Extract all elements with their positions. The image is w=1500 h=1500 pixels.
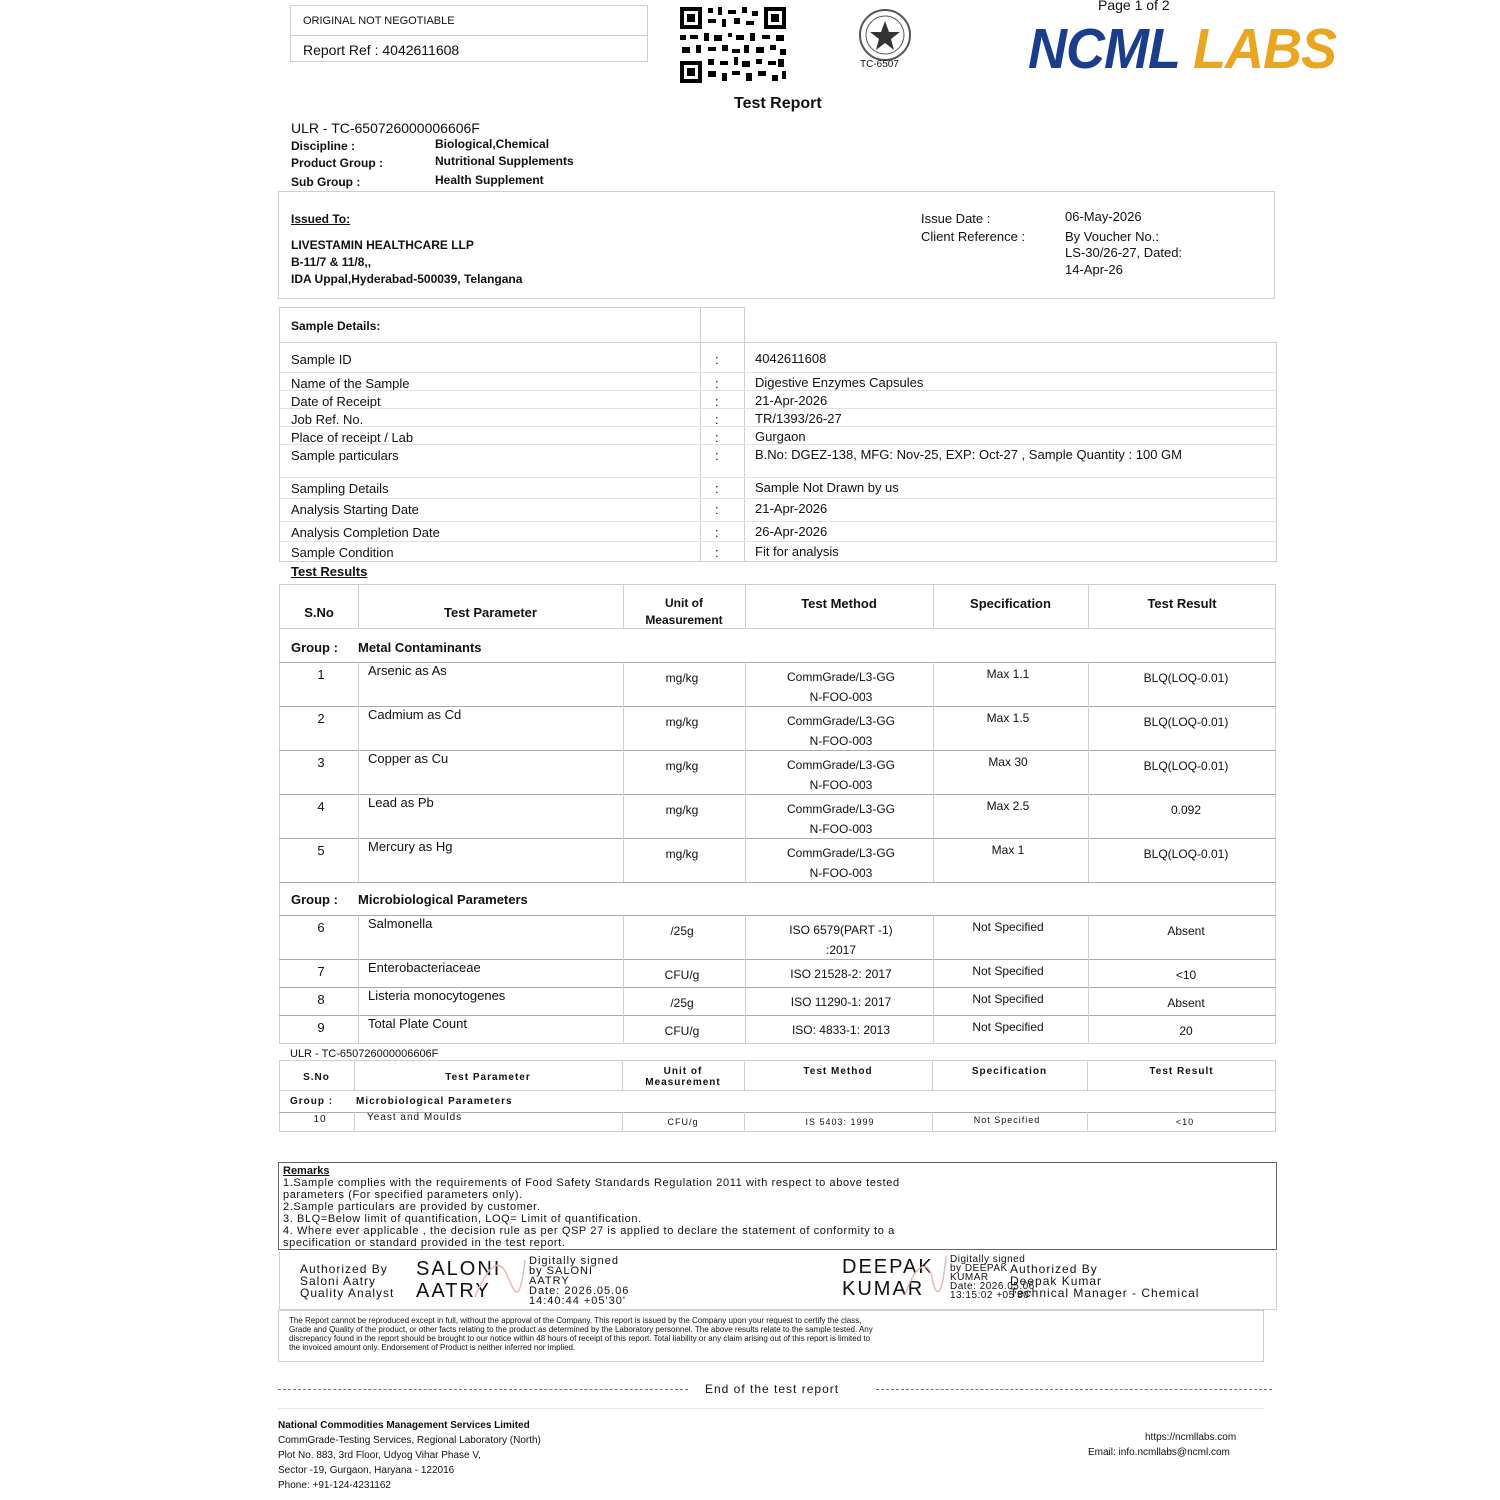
client-name: LIVESTAMIN HEALTHCARE LLP — [291, 238, 474, 252]
page-number: Page 1 of 2 — [1098, 0, 1170, 13]
cont-col-test-parameter: Test Parameter — [445, 1072, 531, 1083]
product-group-value: Nutritional Supplements — [435, 154, 574, 168]
group-metal-contaminants: Metal Contaminants — [358, 640, 482, 655]
disclaimer-line-3: discrepancy found in the report should be brought to our notice within 48 hours of receipt of this report. Total liability or any claim arising out of this report is limited to — [289, 1334, 871, 1343]
sample-row-value: 21-Apr-2026 — [755, 393, 828, 408]
result-row-unit: CFU/g — [664, 968, 700, 982]
result-row-unit: /25g — [670, 924, 694, 938]
result-row-specification: Not Specified — [972, 1020, 1044, 1034]
test-results-heading: Test Results — [291, 564, 368, 579]
cont-row-unit: CFU/g — [667, 1117, 699, 1127]
result-row-specification: Not Specified — [972, 920, 1044, 934]
group-label-2: Group : — [291, 892, 338, 907]
left-signature-last: AATRY — [416, 1280, 491, 1302]
client-reference-line2: LS-30/26-27, Dated: — [1065, 245, 1183, 260]
result-row-result: 20 — [1179, 1024, 1193, 1038]
result-row-sno: 5 — [317, 843, 325, 858]
result-row-unit: mg/kg — [665, 671, 699, 685]
left-signer-name: Saloni Aatry — [300, 1274, 377, 1288]
result-row-parameter: Salmonella — [368, 916, 433, 931]
disclaimer-line-2: Grade and Quality of the product, or other facts relating to the product as determined by the Laboratory personnel. The above results relate to the sample tested. Any — [289, 1325, 873, 1334]
result-row-unit: mg/kg — [665, 715, 699, 729]
sample-row-value: Sample Not Drawn by us — [755, 480, 899, 495]
remark-line-3: 2.Sample particulars are provided by customer. — [283, 1201, 541, 1213]
result-row-sno: 7 — [317, 964, 325, 979]
sample-row-label: Sample ID — [291, 352, 352, 367]
cont-col-sno: S.No — [303, 1072, 330, 1083]
result-row-sno: 8 — [317, 992, 325, 1007]
result-row-unit: mg/kg — [665, 759, 699, 773]
cont-row-result: <10 — [1175, 1117, 1195, 1127]
sample-row-separator: : — [715, 352, 719, 367]
right-signer-role: Technical Manager - Chemical — [1010, 1286, 1200, 1300]
sample-row-value: 26-Apr-2026 — [755, 524, 828, 539]
sample-row-value: TR/1393/26-27 — [755, 411, 842, 426]
sample-row-label: Sample particulars — [291, 448, 399, 463]
col-test-parameter: Test Parameter — [444, 605, 537, 620]
result-row-parameter: Arsenic as As — [368, 663, 447, 678]
right-signature-last: KUMAR — [842, 1278, 925, 1300]
right-signature-scribble-icon — [900, 1250, 950, 1304]
right-digital-signature-block: Digitally signed by DEEPAK KUMAR Date: 2026.05.06 13:15:02 +05'30' — [950, 1254, 1035, 1301]
result-row-method-line1: CommGrade/L3-GG — [786, 758, 896, 772]
sample-row-value: Digestive Enzymes Capsules — [755, 375, 924, 390]
sample-row-value: B.No: DGEZ-138, MFG: Nov-25, EXP: Oct-27 , Sample Quantity : 100 GM — [755, 447, 1182, 462]
result-row-method-line1: CommGrade/L3-GG — [786, 714, 896, 728]
remarks-heading: Remarks — [283, 1165, 330, 1177]
qr-code-icon — [678, 5, 788, 85]
result-row-specification: Max 1.1 — [986, 667, 1030, 681]
result-row-result: BLQ(LOQ-0.01) — [1143, 671, 1229, 685]
result-row-method-line2: N-FOO-003 — [809, 866, 873, 880]
remark-line-5: 4. Where ever applicable , the decision rule as per QSP 27 is applied to declare the statement of conformity to a — [283, 1225, 895, 1237]
result-row-method-line2: :2017 — [825, 943, 857, 957]
result-row-specification: Max 30 — [988, 755, 1028, 769]
discipline-label: Discipline : — [291, 139, 356, 153]
sample-row-separator: : — [715, 412, 719, 427]
sample-row-label: Analysis Completion Date — [291, 525, 440, 540]
result-row-specification: Max 1.5 — [986, 711, 1030, 725]
result-row-method-line2: N-FOO-003 — [809, 778, 873, 792]
sample-row-separator: : — [715, 545, 719, 560]
result-row-parameter: Mercury as Hg — [368, 839, 453, 854]
result-row-method-line1: CommGrade/L3-GG — [786, 802, 896, 816]
end-dash-left — [278, 1389, 688, 1390]
result-row-result: 0.092 — [1170, 803, 1202, 817]
cont-col-unit-line1: Unit of — [663, 1066, 703, 1077]
result-row-unit: mg/kg — [665, 847, 699, 861]
remark-line-6: specification or standard provided in the test report. — [283, 1237, 566, 1249]
client-reference-line3: 14-Apr-26 — [1065, 262, 1123, 277]
disclaimer-box — [278, 1310, 1264, 1362]
sample-row-value: Fit for analysis — [755, 544, 839, 559]
left-signature-first: SALONI — [416, 1258, 502, 1280]
group-label-1: Group : — [291, 640, 338, 655]
sample-row-separator: : — [715, 430, 719, 445]
sample-row-label: Date of Receipt — [291, 394, 381, 409]
result-row-unit: CFU/g — [664, 1024, 700, 1038]
right-authorized-by: Authorized By — [1010, 1262, 1098, 1276]
remarks-box — [278, 1162, 1277, 1250]
sample-row-separator: : — [715, 525, 719, 540]
result-row-method-line1: CommGrade/L3-GG — [786, 670, 896, 684]
client-address-line2: IDA Uppal,Hyderabad-500039, Telangana — [291, 272, 523, 286]
sample-row-separator: : — [715, 481, 719, 496]
right-signature-first: DEEPAK — [842, 1256, 934, 1278]
sample-details-heading: Sample Details: — [291, 319, 381, 333]
col-test-result: Test Result — [1147, 596, 1217, 611]
client-address-line1: B-11/7 & 11/8,, — [291, 255, 372, 269]
ulr-number: ULR - TC-650726000006606F — [291, 120, 480, 136]
result-row-parameter: Cadmium as Cd — [368, 707, 462, 722]
footer-address — [278, 1418, 541, 1493]
result-row-method-line1: ISO 6579(PART -1) — [789, 923, 893, 937]
ncml-labs-logo: NCML LABS — [1028, 17, 1337, 81]
result-row-method-line2: N-FOO-003 — [809, 734, 873, 748]
sub-group-label: Sub Group : — [291, 175, 361, 189]
sample-row-label: Sampling Details — [291, 481, 389, 496]
result-row-result: BLQ(LOQ-0.01) — [1143, 715, 1229, 729]
result-row-sno: 6 — [317, 920, 325, 935]
right-signer-name: Deepak Kumar — [1010, 1274, 1103, 1288]
cont-row-spec: Not Specified — [973, 1115, 1041, 1125]
sample-row-value: 4042611608 — [755, 351, 827, 366]
remark-line-2: parameters (For specified parameters only). — [283, 1189, 523, 1201]
issued-to-heading: Issued To: — [291, 212, 351, 226]
result-row-unit: /25g — [670, 996, 694, 1010]
result-row-method-line2: N-FOO-003 — [809, 690, 873, 704]
result-row-method-line2: N-FOO-003 — [809, 822, 873, 836]
result-row-unit: mg/kg — [665, 803, 699, 817]
col-sno: S.No — [304, 605, 334, 620]
sample-row-value: Gurgaon — [755, 429, 806, 444]
page-title: Test Report — [734, 95, 822, 112]
cont-row-sno: 10 — [313, 1114, 327, 1125]
col-specification: Specification — [970, 596, 1051, 611]
result-row-sno: 9 — [317, 1020, 325, 1035]
client-reference-line1: By Voucher No.: — [1065, 229, 1159, 244]
cont-col-test-result: Test Result — [1149, 1066, 1214, 1077]
result-row-sno: 4 — [317, 799, 325, 814]
sample-row-separator: : — [715, 448, 719, 463]
sample-row-value: 21-Apr-2026 — [755, 501, 828, 516]
cont-col-test-method: Test Method — [803, 1066, 873, 1077]
sample-row-label: Place of receipt / Lab — [291, 430, 414, 445]
issue-date-label: Issue Date : — [921, 211, 991, 226]
footer-company: National Commodities Management Services Limited — [278, 1420, 530, 1431]
result-row-specification: Max 2.5 — [986, 799, 1030, 813]
cont-group-microbiological: Microbiological Parameters — [356, 1096, 513, 1107]
result-row-sno: 1 — [317, 667, 325, 682]
group-microbiological: Microbiological Parameters — [358, 892, 528, 907]
result-row-result: BLQ(LOQ-0.01) — [1143, 847, 1229, 861]
result-row-result: Absent — [1167, 996, 1205, 1010]
sample-row-separator: : — [715, 502, 719, 517]
sample-row-separator: : — [715, 394, 719, 409]
left-digital-signature-block: Digitally signed by SALONI AATRY Date: 2026.05.06 14:40:44 +05'30' — [529, 1255, 630, 1307]
left-authorized-by: Authorized By — [300, 1262, 388, 1276]
end-of-report-text: End of the test report — [705, 1382, 840, 1396]
result-row-method-line1: ISO 21528-2: 2017 — [790, 967, 892, 981]
cont-row-param: Yeast and Moulds — [367, 1112, 463, 1123]
result-row-method-line1: CommGrade/L3-GG — [786, 846, 896, 860]
left-signer-role: Quality Analyst — [300, 1286, 395, 1300]
discipline-value: Biological,Chemical — [435, 137, 550, 151]
footer-line-1: CommGrade-Testing Services, Regional Laboratory (North) — [278, 1435, 541, 1446]
sub-group-value: Health Supplement — [435, 173, 544, 187]
remark-line-4: 3. BLQ=Below limit of quantification, LOQ= Limit of quantification. — [283, 1213, 642, 1225]
col-test-method: Test Method — [801, 596, 877, 611]
remark-line-1: 1.Sample complies with the requirements of Food Safety Standards Regulation 2011 with respect to above tested — [283, 1177, 900, 1189]
issue-date-value: 06-May-2026 — [1065, 209, 1142, 224]
accreditation-code: TC-6507 — [860, 59, 899, 70]
sample-row-label: Name of the Sample — [291, 376, 410, 391]
cont-group-label: Group : — [290, 1096, 334, 1107]
cont-col-unit-line2: Measurement — [645, 1077, 721, 1088]
col-unit-line1: Unit of — [665, 596, 703, 610]
result-row-parameter: Listeria monocytogenes — [368, 988, 506, 1003]
left-signature-scribble-icon — [470, 1252, 530, 1306]
result-row-parameter: Copper as Cu — [368, 751, 449, 766]
disclaimer-line-1: The Report cannot be reproduced except in full, without the approval of the Company. This report is issued by the Company upon your request to certify the class, — [289, 1316, 862, 1325]
result-row-specification: Not Specified — [972, 992, 1044, 1006]
sample-row-label: Job Ref. No. — [291, 412, 364, 427]
report-ref: Report Ref : 4042611608 — [303, 42, 460, 58]
product-group-label: Product Group : — [291, 156, 383, 170]
result-row-parameter: Enterobacteriaceae — [368, 960, 481, 975]
col-unit-line2: Measurement — [645, 613, 723, 627]
footer-website[interactable]: https://ncmllabs.com — [1145, 1432, 1237, 1443]
client-reference-label: Client Reference : — [921, 229, 1026, 244]
original-label: ORIGINAL NOT NEGOTIABLE — [303, 15, 455, 27]
result-row-sno: 2 — [317, 711, 325, 726]
result-row-parameter: Total Plate Count — [368, 1016, 468, 1031]
result-row-sno: 3 — [317, 755, 325, 770]
result-row-method-line1: ISO: 4833-1: 2013 — [791, 1023, 891, 1037]
result-row-specification: Not Specified — [972, 964, 1044, 978]
cont-col-specification: Specification — [971, 1066, 1048, 1077]
disclaimer-line-4: the invoiced amount only. Endorsement of Product is neither inferred nor implied. — [289, 1343, 576, 1352]
footer-line-3: Sector -19, Gurgaon, Haryana - 122016 — [278, 1465, 455, 1476]
result-row-specification: Max 1 — [991, 843, 1025, 857]
cont-row-method: IS 5403: 1999 — [805, 1117, 875, 1127]
sample-row-label: Analysis Starting Date — [291, 502, 419, 517]
original-not-negotiable-box — [290, 5, 648, 62]
result-row-parameter: Lead as Pb — [368, 795, 434, 810]
result-row-result: Absent — [1167, 924, 1205, 938]
result-row-result: <10 — [1175, 968, 1197, 982]
sample-row-separator: : — [715, 376, 719, 391]
result-row-method-line1: ISO 11290-1: 2017 — [790, 995, 892, 1009]
footer-line-4: Phone: +91-124-4231162 — [278, 1480, 391, 1491]
footer-line-2: Plot No. 883, 3rd Floor, Udyog Vihar Phase V, — [278, 1450, 481, 1461]
footer-email[interactable]: Email: info.ncmllabs@ncml.com — [1088, 1447, 1230, 1458]
result-row-result: BLQ(LOQ-0.01) — [1143, 759, 1229, 773]
end-dash-right — [876, 1389, 1272, 1390]
sample-row-label: Sample Condition — [291, 545, 394, 560]
continuation-ulr: ULR - TC-650726000006606F — [290, 1048, 439, 1060]
